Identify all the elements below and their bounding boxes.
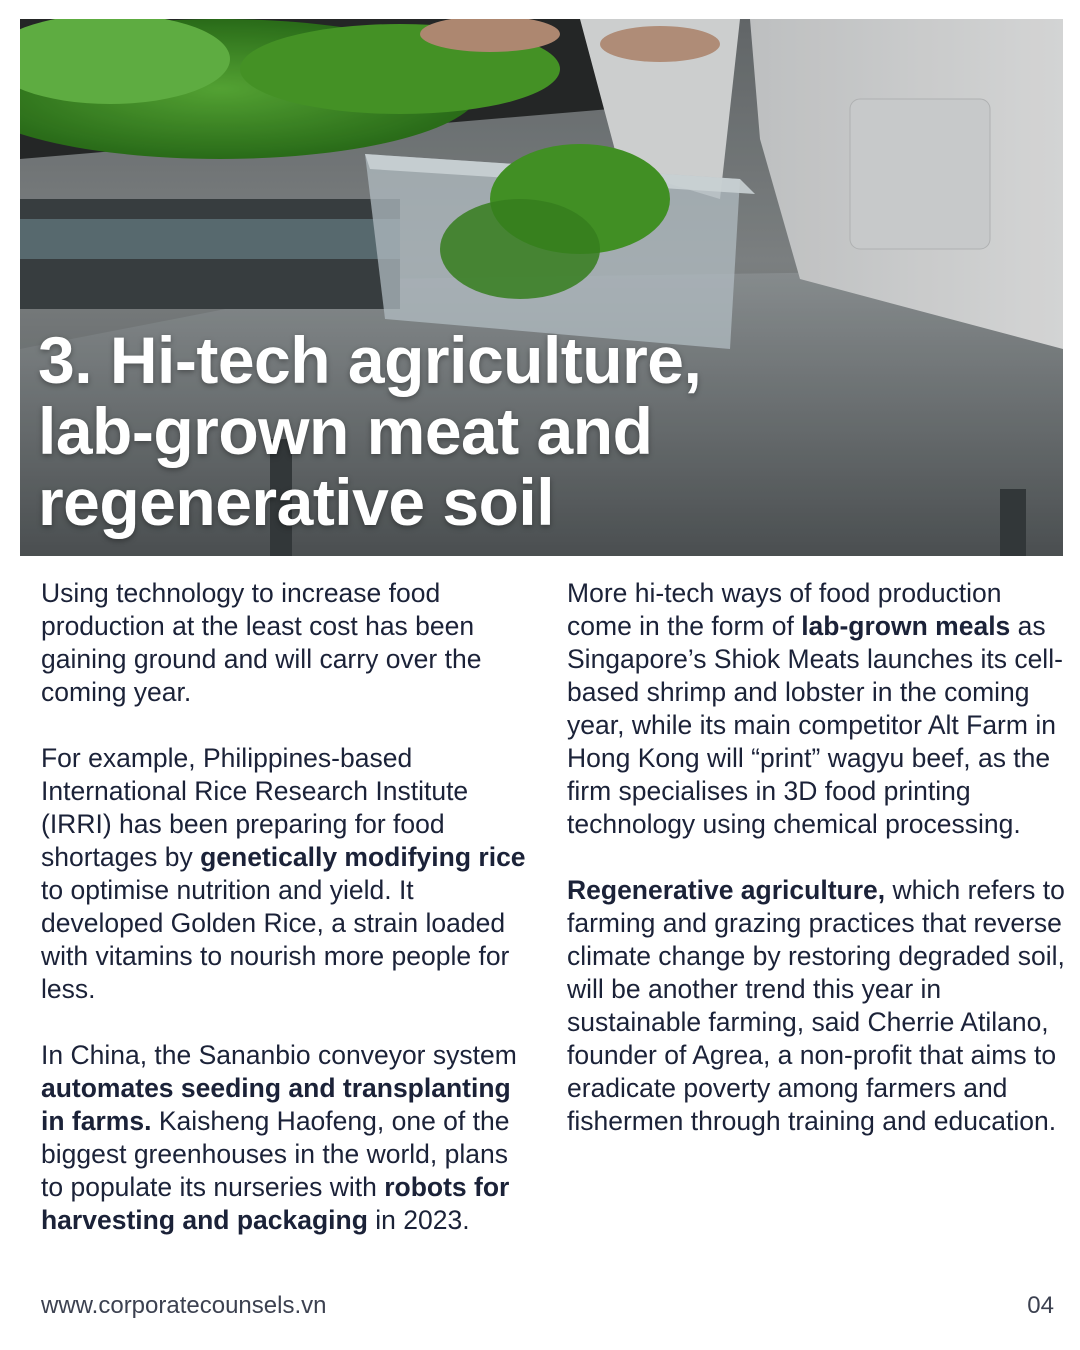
paragraph-text: in 2023. bbox=[367, 1205, 470, 1235]
paragraph-text: as Singapore’s Shiok Meats launches its cell-based shrimp and lobster in the coming year, while its main competitor Alt Farm in Hong Kong will “print” wagyu beef, as the firm specialises in 3D food printing technology using chemical processing. bbox=[567, 611, 1063, 839]
bold-highlight: genetically modifying rice bbox=[200, 842, 526, 872]
paragraph-irri bbox=[41, 742, 531, 1006]
bold-highlight: lab-grown meals bbox=[801, 611, 1011, 641]
paragraph-intro: Using technology to increase food production at the least cost has been gaining ground and will carry over the coming year. bbox=[41, 578, 482, 707]
hero-image bbox=[20, 19, 1063, 556]
paragraph-text: which refers to farming and grazing practices that reverse climate change by restoring degraded soil, will be another trend this year in sustainable farming, said Cherrie Atilano, founder of Agrea, a non-profit that aims to eradicate poverty among farmers and fishermen through training and education. bbox=[567, 875, 1065, 1136]
right-column bbox=[567, 577, 1067, 1171]
paragraph-china bbox=[41, 1039, 531, 1237]
title-line-3: regenerative soil bbox=[38, 465, 555, 539]
title-line-2: lab-grown meat and bbox=[38, 394, 653, 468]
bold-highlight: Regenerative agriculture, bbox=[567, 875, 886, 905]
paragraph-text: In China, the Sananbio conveyor system bbox=[41, 1040, 517, 1070]
bold-highlight: robots for harvesting and packaging bbox=[41, 1172, 510, 1235]
paragraph-text: to optimise nutrition and yield. It developed Golden Rice, a strain loaded with vitamins to nourish more people for less. bbox=[41, 875, 510, 1004]
paragraph-regenerative bbox=[567, 874, 1067, 1138]
paragraph-lab-grown bbox=[567, 577, 1067, 841]
paragraph-text: For example, Philippines-based International Rice Research Institute (IRRI) has been preparing for food shortages by bbox=[41, 743, 469, 872]
page-title bbox=[38, 325, 701, 538]
page-number: 04 bbox=[1027, 1292, 1054, 1319]
bold-highlight: automates seeding and transplanting in farms. bbox=[41, 1073, 511, 1136]
title-line-1: 3. Hi-tech agriculture, bbox=[38, 323, 702, 397]
footer-website-link[interactable]: www.corporatecounsels.vn bbox=[41, 1292, 327, 1319]
paragraph-text: More hi-tech ways of food production come in the form of bbox=[567, 578, 1002, 641]
left-column bbox=[41, 577, 531, 1270]
paragraph-text: Kaisheng Haofeng, one of the biggest greenhouses in the world, plans to populate its nurseries with bbox=[41, 1106, 510, 1202]
